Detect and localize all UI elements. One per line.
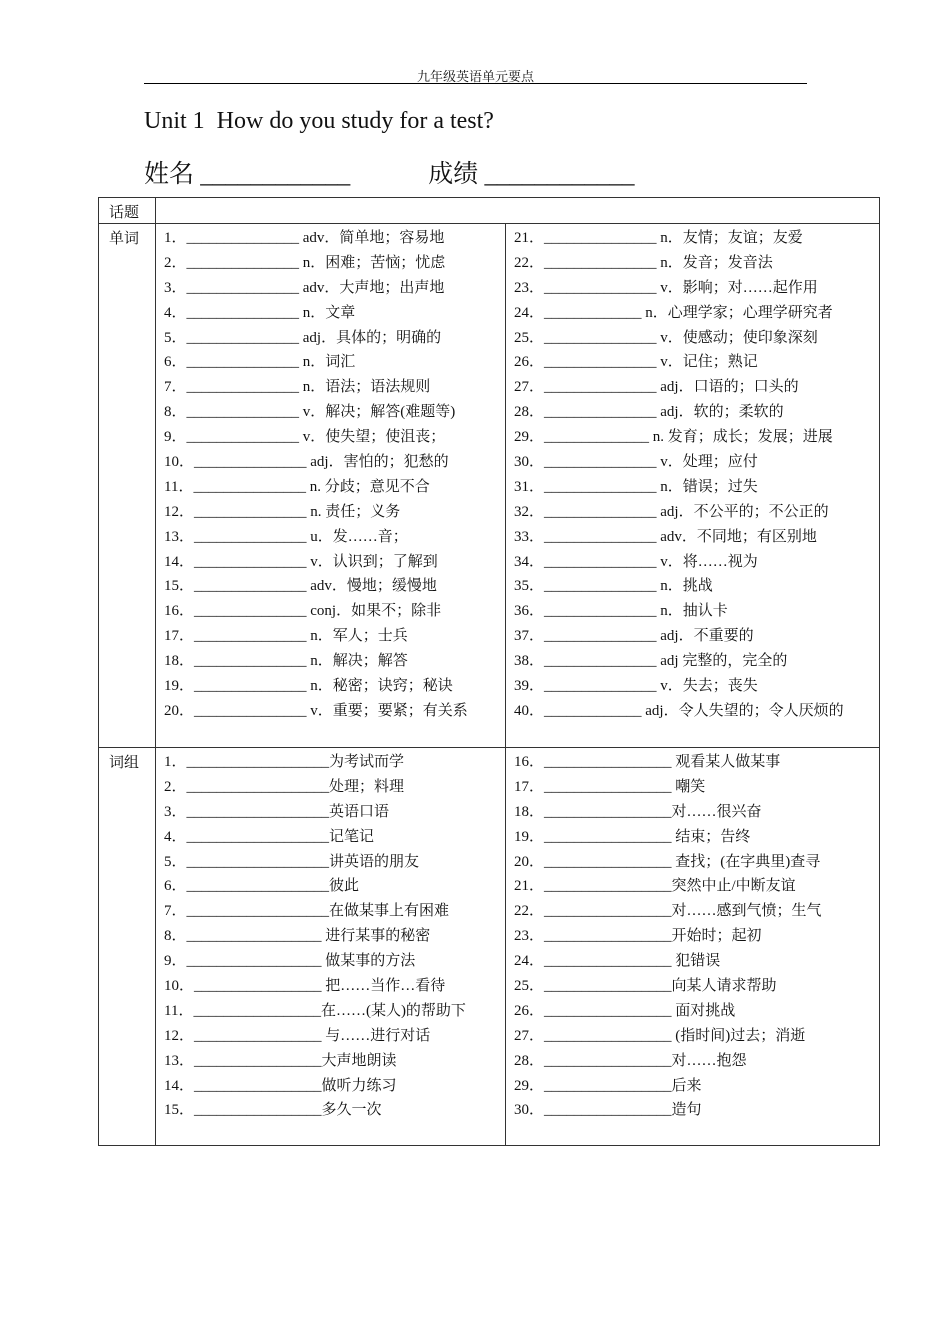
- phrases-left-column: [156, 748, 506, 1146]
- phrase-item[interactable]: 29．_________________后来: [514, 1077, 702, 1094]
- vocab-table: [98, 197, 880, 1146]
- page-header: 九年级英语单元要点: [416, 69, 534, 84]
- phrase-item[interactable]: 8．__________________ 进行某事的秘密: [164, 928, 431, 945]
- word-item[interactable]: 35．_______________ n．挑战: [514, 578, 713, 595]
- word-item[interactable]: 8．_______________ v．解决；解答(难题等): [164, 404, 456, 421]
- word-item[interactable]: 3．_______________ adv．大声地；出声地: [164, 279, 445, 296]
- word-item[interactable]: 1．_______________ adv．简单地；容易地: [164, 230, 445, 246]
- word-item[interactable]: 9．_______________ v．使失望；使沮丧；: [164, 429, 446, 446]
- word-item[interactable]: 28．_______________ adj．软的；柔软的: [514, 404, 784, 421]
- phrase-item[interactable]: 30．_________________造句: [514, 1102, 702, 1119]
- phrase-item[interactable]: 20．_________________ 查找；(在字典里)查寻: [514, 853, 821, 870]
- word-item[interactable]: 18．_______________ n．解决；解答: [164, 653, 408, 670]
- phrase-item[interactable]: 23．_________________开始时；起初: [514, 928, 762, 945]
- word-item[interactable]: 26．_______________ v．记住；熟记: [514, 354, 758, 371]
- word-item[interactable]: 14．_______________ v．认识到；了解到: [164, 553, 438, 570]
- phrase-item[interactable]: 13．_________________大声地朗读: [164, 1052, 397, 1069]
- name-field[interactable]: 姓名 ____________: [144, 161, 351, 188]
- phrase-item[interactable]: 2．___________________处理；料理: [164, 778, 405, 795]
- word-item[interactable]: 2．_______________ n．困难；苦恼；忧虑: [164, 254, 446, 271]
- word-item[interactable]: 7．_______________ n．语法；语法规则: [164, 379, 431, 396]
- word-item[interactable]: 10．_______________ adj．害怕的；犯愁的: [164, 454, 449, 471]
- phrase-item[interactable]: 4．___________________记笔记: [164, 828, 375, 845]
- word-item[interactable]: 6．_______________ n．词汇: [164, 354, 356, 371]
- phrase-item[interactable]: 24．_________________ 犯错误: [514, 953, 721, 970]
- word-item[interactable]: 17．_______________ n．军人；士兵: [164, 628, 408, 645]
- topic-cell[interactable]: [156, 198, 880, 224]
- phrase-item[interactable]: 12．_________________ 与……进行对话: [164, 1027, 431, 1044]
- word-item[interactable]: 31．_______________ n．错误；过失: [514, 478, 758, 495]
- word-item[interactable]: 29．______________ n. 发育；成长；发展；进展: [514, 429, 833, 446]
- word-item[interactable]: 5．_______________ adj．具体的；明确的: [164, 329, 442, 346]
- phrase-item[interactable]: 14．_________________做听力练习: [164, 1077, 397, 1094]
- words-label: 单词: [99, 224, 156, 748]
- word-item[interactable]: 13．_______________ u．发……音；: [164, 528, 408, 545]
- header-rule: [144, 83, 807, 84]
- word-item[interactable]: 15．_______________ adv．慢地；缓慢地: [164, 578, 437, 595]
- phrase-item[interactable]: 26．_________________ 面对挑战: [514, 1002, 736, 1019]
- word-item[interactable]: 36．_______________ n．抽认卡: [514, 603, 728, 620]
- phrases-right-column: [506, 748, 880, 1146]
- phrase-item[interactable]: 21．_________________突然中止/中断友谊: [514, 878, 796, 895]
- word-item[interactable]: 39．_______________ v．失去；丧失: [514, 678, 758, 695]
- word-item[interactable]: 21．_______________ n．友情；友谊；友爱: [514, 230, 803, 246]
- phrase-item[interactable]: 3．___________________英语口语: [164, 803, 390, 820]
- word-item[interactable]: 23．_______________ v．影响；对……起作用: [514, 279, 818, 296]
- word-item[interactable]: 20．_______________ v．重要；要紧；有关系: [164, 702, 468, 719]
- phrase-item[interactable]: 27．_________________ (指时间)过去；消逝: [514, 1027, 806, 1044]
- phrase-item[interactable]: 15．_________________多久一次: [164, 1102, 382, 1119]
- name-score-row: [144, 154, 635, 190]
- word-item[interactable]: 33．_______________ adv．不同地；有区别地: [514, 528, 817, 545]
- word-item[interactable]: 19．_______________ n．秘密；诀窍；秘诀: [164, 678, 453, 695]
- phrase-item[interactable]: 28．_________________对……抱怨: [514, 1052, 747, 1069]
- word-item[interactable]: 40．_____________ adj．令人失望的；令人厌烦的: [514, 702, 844, 719]
- phrase-item[interactable]: 19．_________________ 结束；告终: [514, 828, 751, 845]
- word-item[interactable]: 11．_______________ n. 分歧；意见不合: [164, 478, 430, 495]
- phrase-item[interactable]: 25．_________________向某人请求帮助: [514, 978, 777, 995]
- phrase-item[interactable]: 5．___________________讲英语的朋友: [164, 853, 420, 870]
- phrase-item[interactable]: 7．___________________在做某事上有困难: [164, 903, 450, 920]
- phrase-item[interactable]: 9．__________________ 做某事的方法: [164, 953, 416, 970]
- phrase-item[interactable]: 11．_________________在……(某人)的帮助下: [164, 1002, 466, 1019]
- word-item[interactable]: 38．_______________ adj 完整的，完全的: [514, 653, 788, 670]
- phrase-item[interactable]: 16．_________________ 观看某人做某事: [514, 754, 781, 770]
- word-item[interactable]: 24．_____________ n．心理学家；心理学研究者: [514, 304, 833, 321]
- phrase-item[interactable]: 10．_________________ 把……当作…看待: [164, 978, 446, 995]
- word-item[interactable]: 4．_______________ n．文章: [164, 304, 356, 321]
- score-field[interactable]: 成绩 ____________: [428, 161, 635, 188]
- phrase-item[interactable]: 18．_________________对……很兴奋: [514, 803, 762, 820]
- word-item[interactable]: 34．_______________ v．将……视为: [514, 553, 758, 570]
- words-right-column: [506, 224, 880, 748]
- words-left-column: [156, 224, 506, 748]
- word-item[interactable]: 25．_______________ v．使感动；使印象深刻: [514, 329, 818, 346]
- topic-label: 话题: [99, 198, 156, 224]
- word-item[interactable]: 27．_______________ adj．口语的；口头的: [514, 379, 799, 396]
- word-item[interactable]: 16．_______________ conj．如果不；除非: [164, 603, 442, 620]
- unit-title: Unit 1 How do you study for a test?: [144, 108, 494, 134]
- word-item[interactable]: 37．_______________ adj．不重要的: [514, 628, 754, 645]
- phrase-item[interactable]: 6．___________________彼此: [164, 878, 360, 895]
- phrases-label: 词组: [99, 748, 156, 1146]
- word-item[interactable]: 32．_______________ adj．不公平的；不公正的: [514, 503, 829, 520]
- phrase-item[interactable]: 17．_________________ 嘲笑: [514, 778, 706, 795]
- word-item[interactable]: 22．_______________ n．发音；发音法: [514, 254, 773, 271]
- word-item[interactable]: 12．_______________ n. 责任；义务: [164, 503, 401, 520]
- word-item[interactable]: 30．_______________ v．处理；应付: [514, 454, 758, 471]
- phrase-item[interactable]: 22．_________________对……感到气愤；生气: [514, 903, 822, 920]
- phrase-item[interactable]: 1．___________________为考试而学: [164, 754, 405, 770]
